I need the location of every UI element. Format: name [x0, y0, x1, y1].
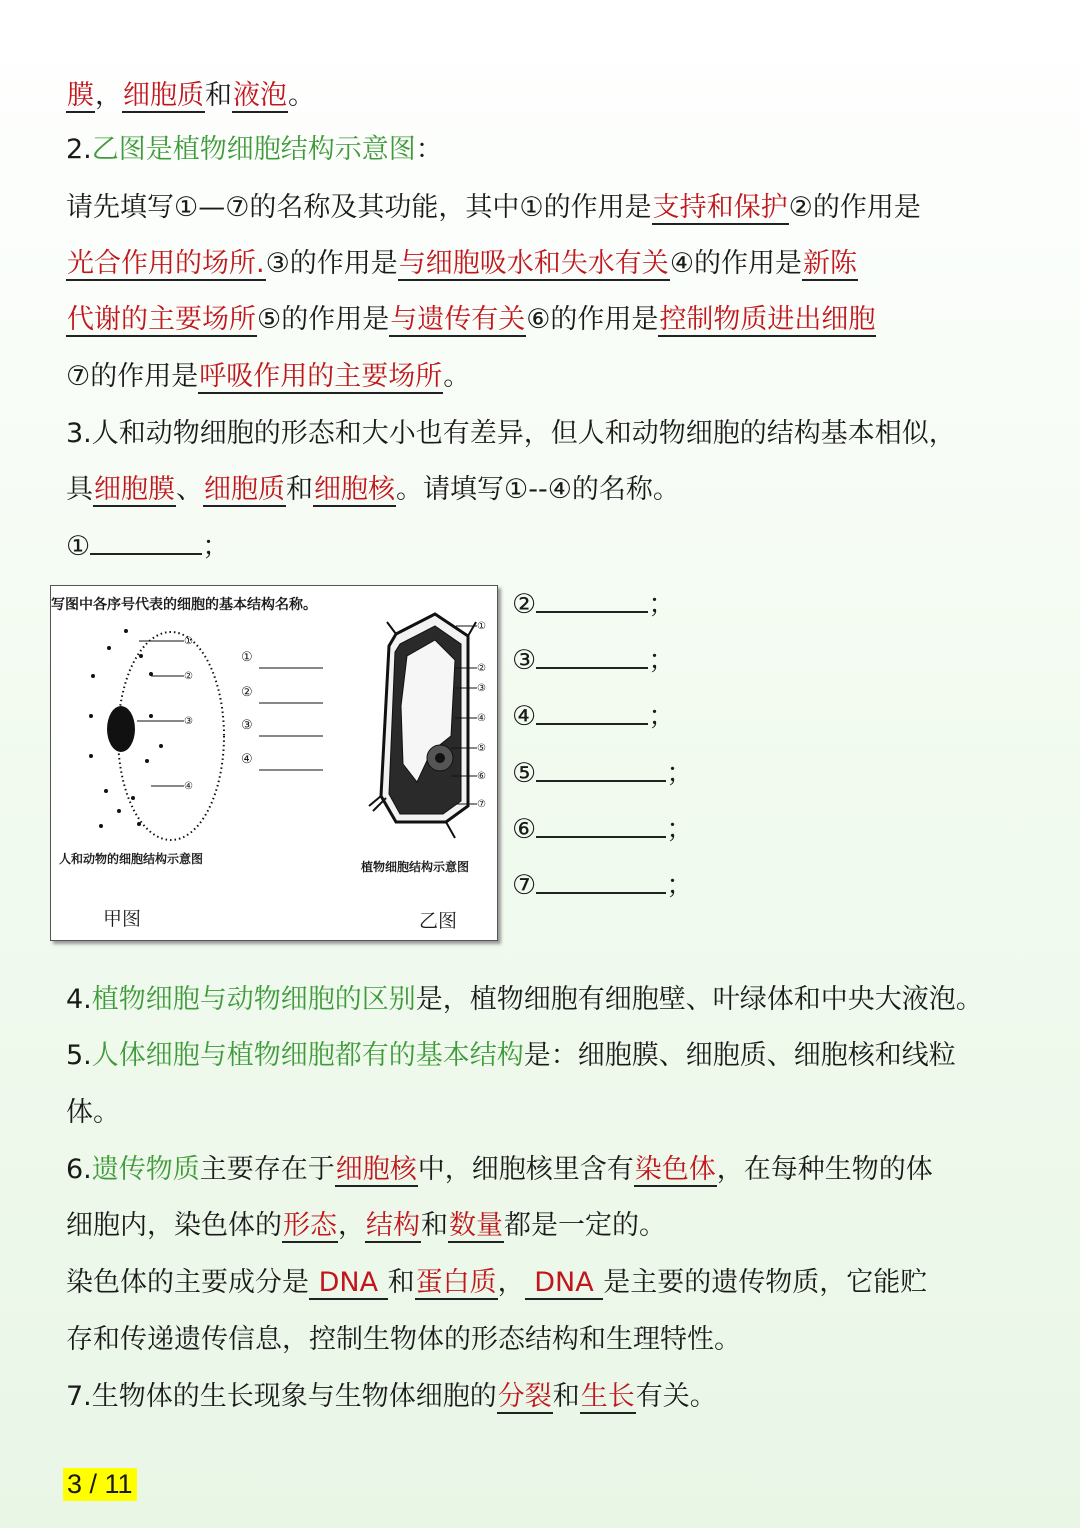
answer: 蛋白质	[415, 1267, 497, 1298]
answer: 生长	[580, 1381, 635, 1412]
figure-title: 写图中各序号代表的细胞的基本结构名称。	[51, 597, 317, 613]
svg-text:①: ①	[477, 621, 486, 632]
line-15: 染色体的主要成分是 DNA 和蛋白质， DNA 是主要的遗传物质，它能贮	[66, 1267, 928, 1298]
figure-label-jia: 甲图	[103, 908, 142, 930]
answer: 细胞膜	[94, 474, 175, 505]
answer: 形态	[283, 1210, 337, 1241]
answer: 控制物质进出细胞	[659, 304, 876, 335]
svg-text:②: ②	[184, 671, 193, 682]
fill-blank[interactable]	[536, 697, 648, 725]
line-6: ⑦的作用是呼吸作用的主要场所。	[66, 361, 471, 392]
middle-blank-lines	[259, 668, 323, 770]
svg-text:④: ④	[184, 781, 193, 792]
side-blank: ④ ；	[512, 697, 675, 737]
animal-cell-diagram	[89, 629, 224, 840]
answer: DNA	[310, 1267, 387, 1298]
line-4: 光合作用的场所.③的作用是与细胞吸水和失水有关④的作用是新陈	[67, 248, 858, 279]
fill-blank[interactable]	[536, 641, 648, 669]
svg-text:⑦: ⑦	[477, 799, 486, 810]
answer: 与遗传有关	[390, 304, 526, 335]
page-number: 3 / 11	[63, 1468, 137, 1501]
animal-cell-caption: 人和动物的细胞结构示意图	[59, 852, 204, 866]
cell-diagram-figure: 写图中各序号代表的细胞的基本结构名称。 ① ② ③ ④ ① ② ③ ④ ⑤ ⑥ ⑦ ① ② ③ ④ 人和动物的细胞结构示意图 植物细胞结构示意图 甲图 乙图	[50, 585, 498, 941]
answer: 与细胞吸水和失水有关	[398, 248, 669, 279]
fill-blank[interactable]	[536, 810, 666, 838]
answer: 代谢的主要场所	[67, 304, 256, 335]
line-16: 存和传递遗传信息，控制生物体的形态结构和生理特性。	[66, 1324, 741, 1355]
line-1: 膜，细胞质和液泡。	[67, 80, 315, 111]
side-blank: ③ ；	[512, 641, 675, 681]
answer: DNA	[525, 1267, 603, 1298]
svg-text:①: ①	[184, 636, 193, 647]
answer: 分裂	[497, 1381, 552, 1412]
line-12: 体。	[66, 1097, 120, 1128]
answer: 细胞质	[204, 474, 285, 505]
svg-text:③: ③	[184, 716, 193, 727]
line-3: 请先填写①—⑦的名称及其功能，其中①的作用是支持和保护②的作用是	[66, 192, 921, 223]
line-5: 代谢的主要场所⑤的作用是与遗传有关⑥的作用是控制物质进出细胞	[67, 304, 876, 335]
line-7: 3.人和动物细胞的形态和大小也有差异，但人和动物细胞的结构基本相似，	[66, 418, 956, 449]
svg-text:④: ④	[477, 713, 486, 724]
figure-label-yi: 乙图	[419, 910, 458, 932]
line-11: 5.人体细胞与植物细胞都有的基本结构是：细胞膜、细胞质、细胞核和线粒	[66, 1040, 956, 1071]
answer: 结构	[366, 1210, 420, 1241]
answer: 呼吸作用的主要场所	[199, 361, 443, 392]
answer: 支持和保护	[652, 192, 788, 223]
svg-text:⑤: ⑤	[477, 743, 486, 754]
line-10: 4.植物细胞与动物细胞的区别是，植物细胞有细胞壁、叶绿体和中央大液泡。	[66, 984, 983, 1015]
answer: 膜	[67, 80, 94, 111]
line-14: 细胞内，染色体的形态，结构和数量都是一定的。	[66, 1210, 666, 1241]
answer: 新陈	[803, 248, 858, 279]
fill-blank[interactable]	[90, 527, 202, 555]
key-phrase: 人体细胞与植物细胞都有的基本结构	[91, 1040, 524, 1071]
answer: 细胞核	[314, 474, 395, 505]
line-17: 7.生物体的生长现象与生物体细胞的分裂和生长有关。	[66, 1381, 717, 1412]
line-8: 具细胞膜、细胞质和细胞核。请填写①--④的名称。	[66, 474, 680, 505]
plant-cell-caption: 植物细胞结构示意图	[361, 860, 470, 874]
plant-cell-diagram	[369, 614, 486, 838]
key-phrase: 乙图是植物细胞结构示意图	[91, 134, 416, 165]
side-blank: ② ；	[512, 585, 675, 625]
svg-text:⑥: ⑥	[477, 771, 486, 782]
side-blank: ⑥ ；	[512, 810, 693, 850]
svg-text:②: ②	[477, 663, 486, 674]
svg-text:③: ③	[477, 683, 486, 694]
line-9: ① ；	[66, 527, 229, 567]
line-13: 6.遗传物质主要存在于细胞核中，细胞核里含有染色体，在每种生物的体	[66, 1154, 933, 1185]
side-blank: ⑤ ；	[512, 754, 693, 794]
answer: 细胞核	[335, 1154, 417, 1185]
key-phrase: 植物细胞与动物细胞的区别	[91, 984, 416, 1015]
answer: 液泡	[233, 80, 287, 111]
fill-blank[interactable]	[536, 866, 666, 894]
fill-blank[interactable]	[536, 585, 648, 613]
answer: 光合作用的场所.	[67, 248, 265, 279]
answer: 细胞质	[123, 80, 204, 111]
answer: 数量	[449, 1210, 503, 1241]
key-phrase: 遗传物质	[91, 1154, 200, 1185]
side-blank: ⑦ ；	[512, 866, 693, 906]
cell-diagrams	[51, 586, 497, 940]
line-2: 2.乙图是植物细胞结构示意图：	[66, 134, 443, 165]
answer: 染色体	[634, 1154, 716, 1185]
fill-blank[interactable]	[536, 754, 666, 782]
